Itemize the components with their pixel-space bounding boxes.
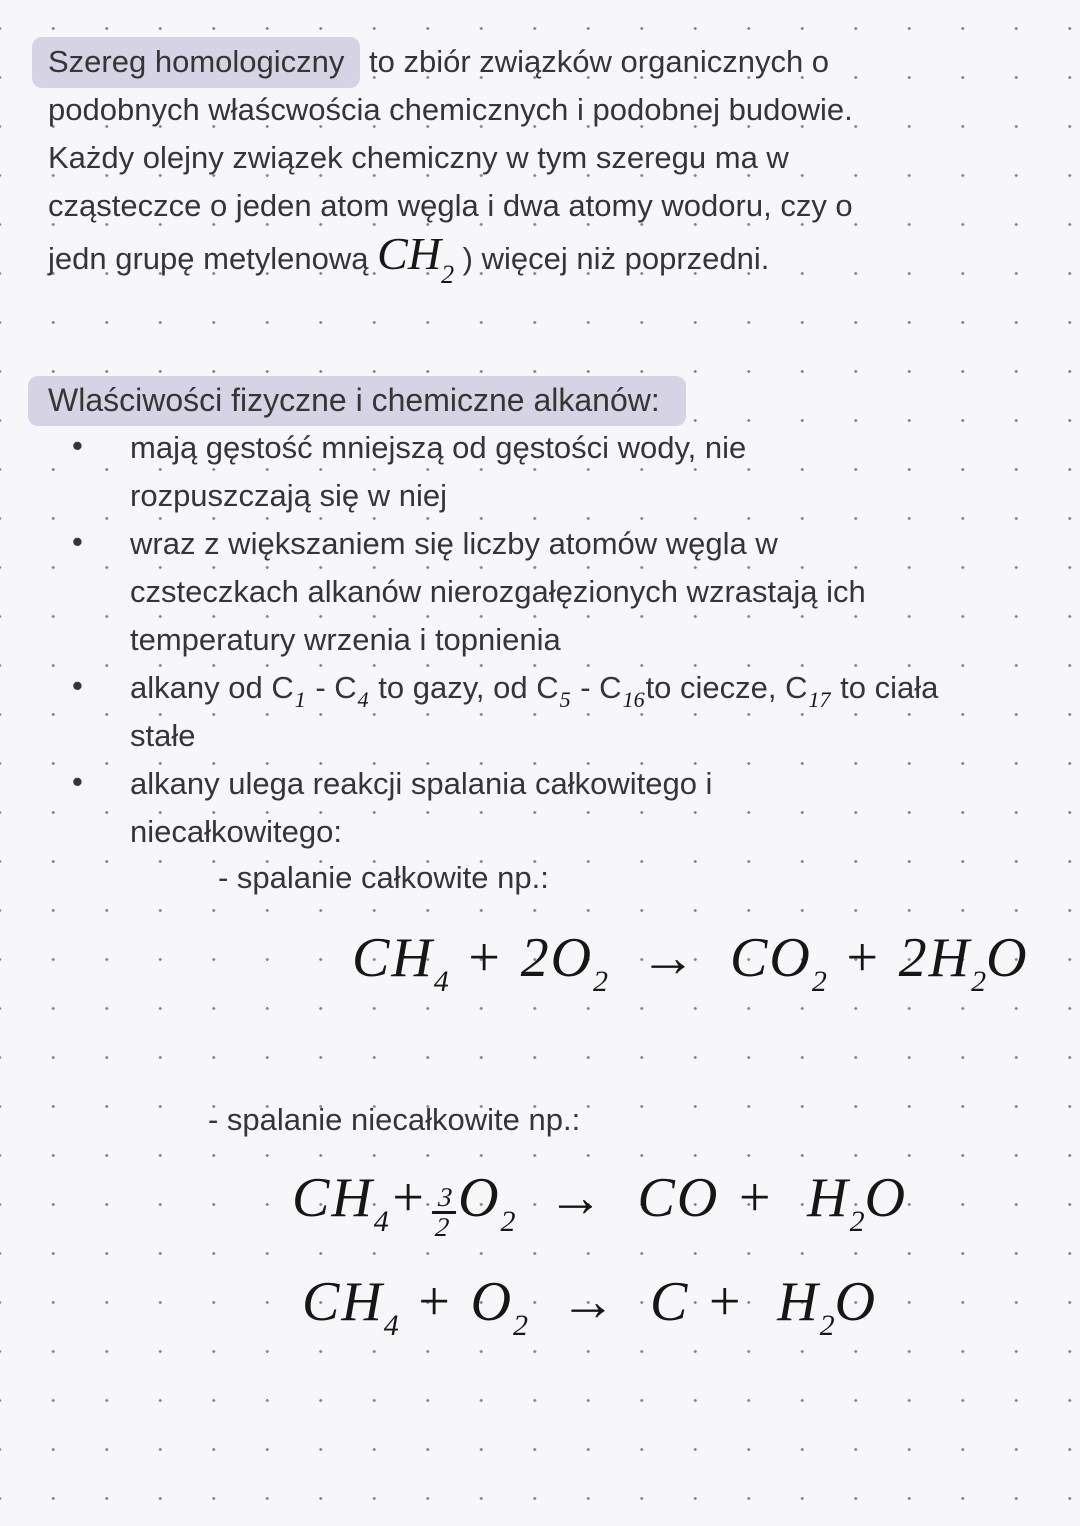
intro-line-4: cząsteczce o jeden atom węgla i dwa atomy wodoru, czy o <box>48 188 853 223</box>
eq-plus: + <box>719 1167 808 1229</box>
bullet-text: wraz z większaniem się liczby atomów węgla w <box>130 526 778 561</box>
sub-item-incomplete-combustion: - spalanie niecałkowite np.: <box>208 1102 581 1137</box>
intro-paragraph <box>48 38 1060 289</box>
intro-line-1 <box>48 38 1060 86</box>
eq-subscript: 2 <box>971 965 987 998</box>
intro-line-2: podobnych właścwościa chemicznych i podobnej budowie. <box>48 92 853 127</box>
reaction-arrow: → <box>528 1271 651 1333</box>
reaction-arrow: → <box>515 1167 638 1229</box>
bullet-text: to ciała <box>831 670 939 705</box>
eq-term: H <box>777 1271 820 1333</box>
formula-subscript: 2 <box>441 260 455 289</box>
eq-subscript: 2 <box>500 1205 516 1238</box>
eq-term: 2H <box>898 927 972 989</box>
bullet-text: mają gęstość mniejszą od gęstości wody, nie <box>130 430 747 465</box>
handwritten-equation-incomplete-c <box>302 1270 877 1343</box>
bullet-text: - C <box>571 670 622 705</box>
eq-subscript: 2 <box>593 965 609 998</box>
eq-term: 2O <box>520 927 594 989</box>
eq-term: O <box>834 1271 878 1333</box>
intro-line-5 <box>48 228 1060 289</box>
eq-subscript: 2 <box>849 1205 865 1238</box>
eq-subscript: 2 <box>819 1309 835 1342</box>
eq-subscript: 4 <box>433 965 449 998</box>
handwritten-subscript-1: 1 <box>294 687 306 712</box>
bullet-item-density-line-2: rozpuszczają się w niej <box>130 478 448 513</box>
handwritten-subscript-4: 4 <box>357 687 369 712</box>
bullet-list <box>48 424 1048 856</box>
handwritten-ch2-formula <box>377 228 455 289</box>
fraction-denominator: 2 <box>429 1211 456 1241</box>
bullet-item-boiling-line-1 <box>48 520 1048 568</box>
bullet-marker: • <box>72 428 83 463</box>
bullet-item-boiling-line-3: temperatury wrzenia i topnienia <box>130 622 561 657</box>
fraction-three-halves <box>429 1184 458 1241</box>
bullet-text: to gazy, od C <box>369 670 559 705</box>
eq-term: O <box>458 1167 501 1229</box>
bullet-item-boiling-line-2: czsteczkach alkanów nierozgałęzionych wzrastają ich <box>130 574 866 609</box>
bullet-text: alkany od C <box>130 670 294 705</box>
bullet-item-states-line-2: stałe <box>130 718 196 753</box>
handwritten-equation-complete-combustion <box>352 926 1029 999</box>
intro-line-1-text: to zbiór związków organicznych o <box>360 44 830 79</box>
eq-term: CH <box>302 1271 384 1333</box>
eq-plus: + <box>826 927 899 989</box>
bullet-item-density-line-1 <box>48 424 1048 472</box>
reaction-arrow: → <box>608 927 731 989</box>
section-heading <box>48 376 686 424</box>
intro-line-5-suffix: ) więcej niż poprzedni. <box>454 241 770 276</box>
eq-term: O <box>470 1271 514 1333</box>
eq-subscript: 4 <box>373 1205 389 1238</box>
eq-subscript: 4 <box>383 1309 399 1342</box>
bullet-text: to ciecze, C <box>645 670 808 705</box>
highlight-szereg-homologiczny: Szereg homologiczny <box>32 37 360 88</box>
formula-main: CH <box>377 228 442 279</box>
handwritten-subscript-16: 16 <box>622 687 645 712</box>
bullet-item-combustion-line-2: niecałkowitego: <box>130 814 342 849</box>
eq-term: CH <box>352 927 434 989</box>
eq-term: CO <box>637 1167 720 1229</box>
intro-line-3: Każdy olejny związek chemiczny w tym szeregu ma w <box>48 140 789 175</box>
handwritten-subscript-5: 5 <box>559 687 571 712</box>
bullet-marker: • <box>72 764 83 799</box>
bullet-text: - C <box>306 670 357 705</box>
eq-term: CO <box>730 927 812 989</box>
bullet-item-combustion-line-1 <box>48 760 1048 808</box>
eq-term: O <box>864 1167 908 1229</box>
eq-subscript: 2 <box>513 1309 529 1342</box>
eq-plus: + <box>448 927 521 989</box>
eq-term: O <box>986 927 1029 989</box>
intro-line-5-prefix: jedn grupę metylenową <box>48 241 378 276</box>
eq-plus: + <box>398 1271 471 1333</box>
bullet-marker: • <box>72 524 83 559</box>
sub-item-complete-combustion: - spalanie całkowite np.: <box>218 860 549 895</box>
eq-plus: + <box>689 1271 778 1333</box>
eq-plus: + <box>388 1167 429 1229</box>
eq-term: H <box>807 1167 850 1229</box>
highlight-wlasciwosci: Wlaściwości fizyczne i chemiczne alkanów: <box>28 376 686 426</box>
bullet-text: alkany ulega reakcji spalania całkowitego i <box>130 766 713 801</box>
eq-term: CH <box>292 1167 374 1229</box>
bullet-marker: • <box>72 668 83 703</box>
bullet-item-states-line-1 <box>48 664 1048 712</box>
fraction-numerator: 3 <box>436 1182 454 1212</box>
eq-subscript: 2 <box>811 965 827 998</box>
eq-term: C <box>650 1271 690 1333</box>
handwritten-subscript-17: 17 <box>808 687 831 712</box>
handwritten-equation-incomplete-co <box>292 1166 907 1241</box>
